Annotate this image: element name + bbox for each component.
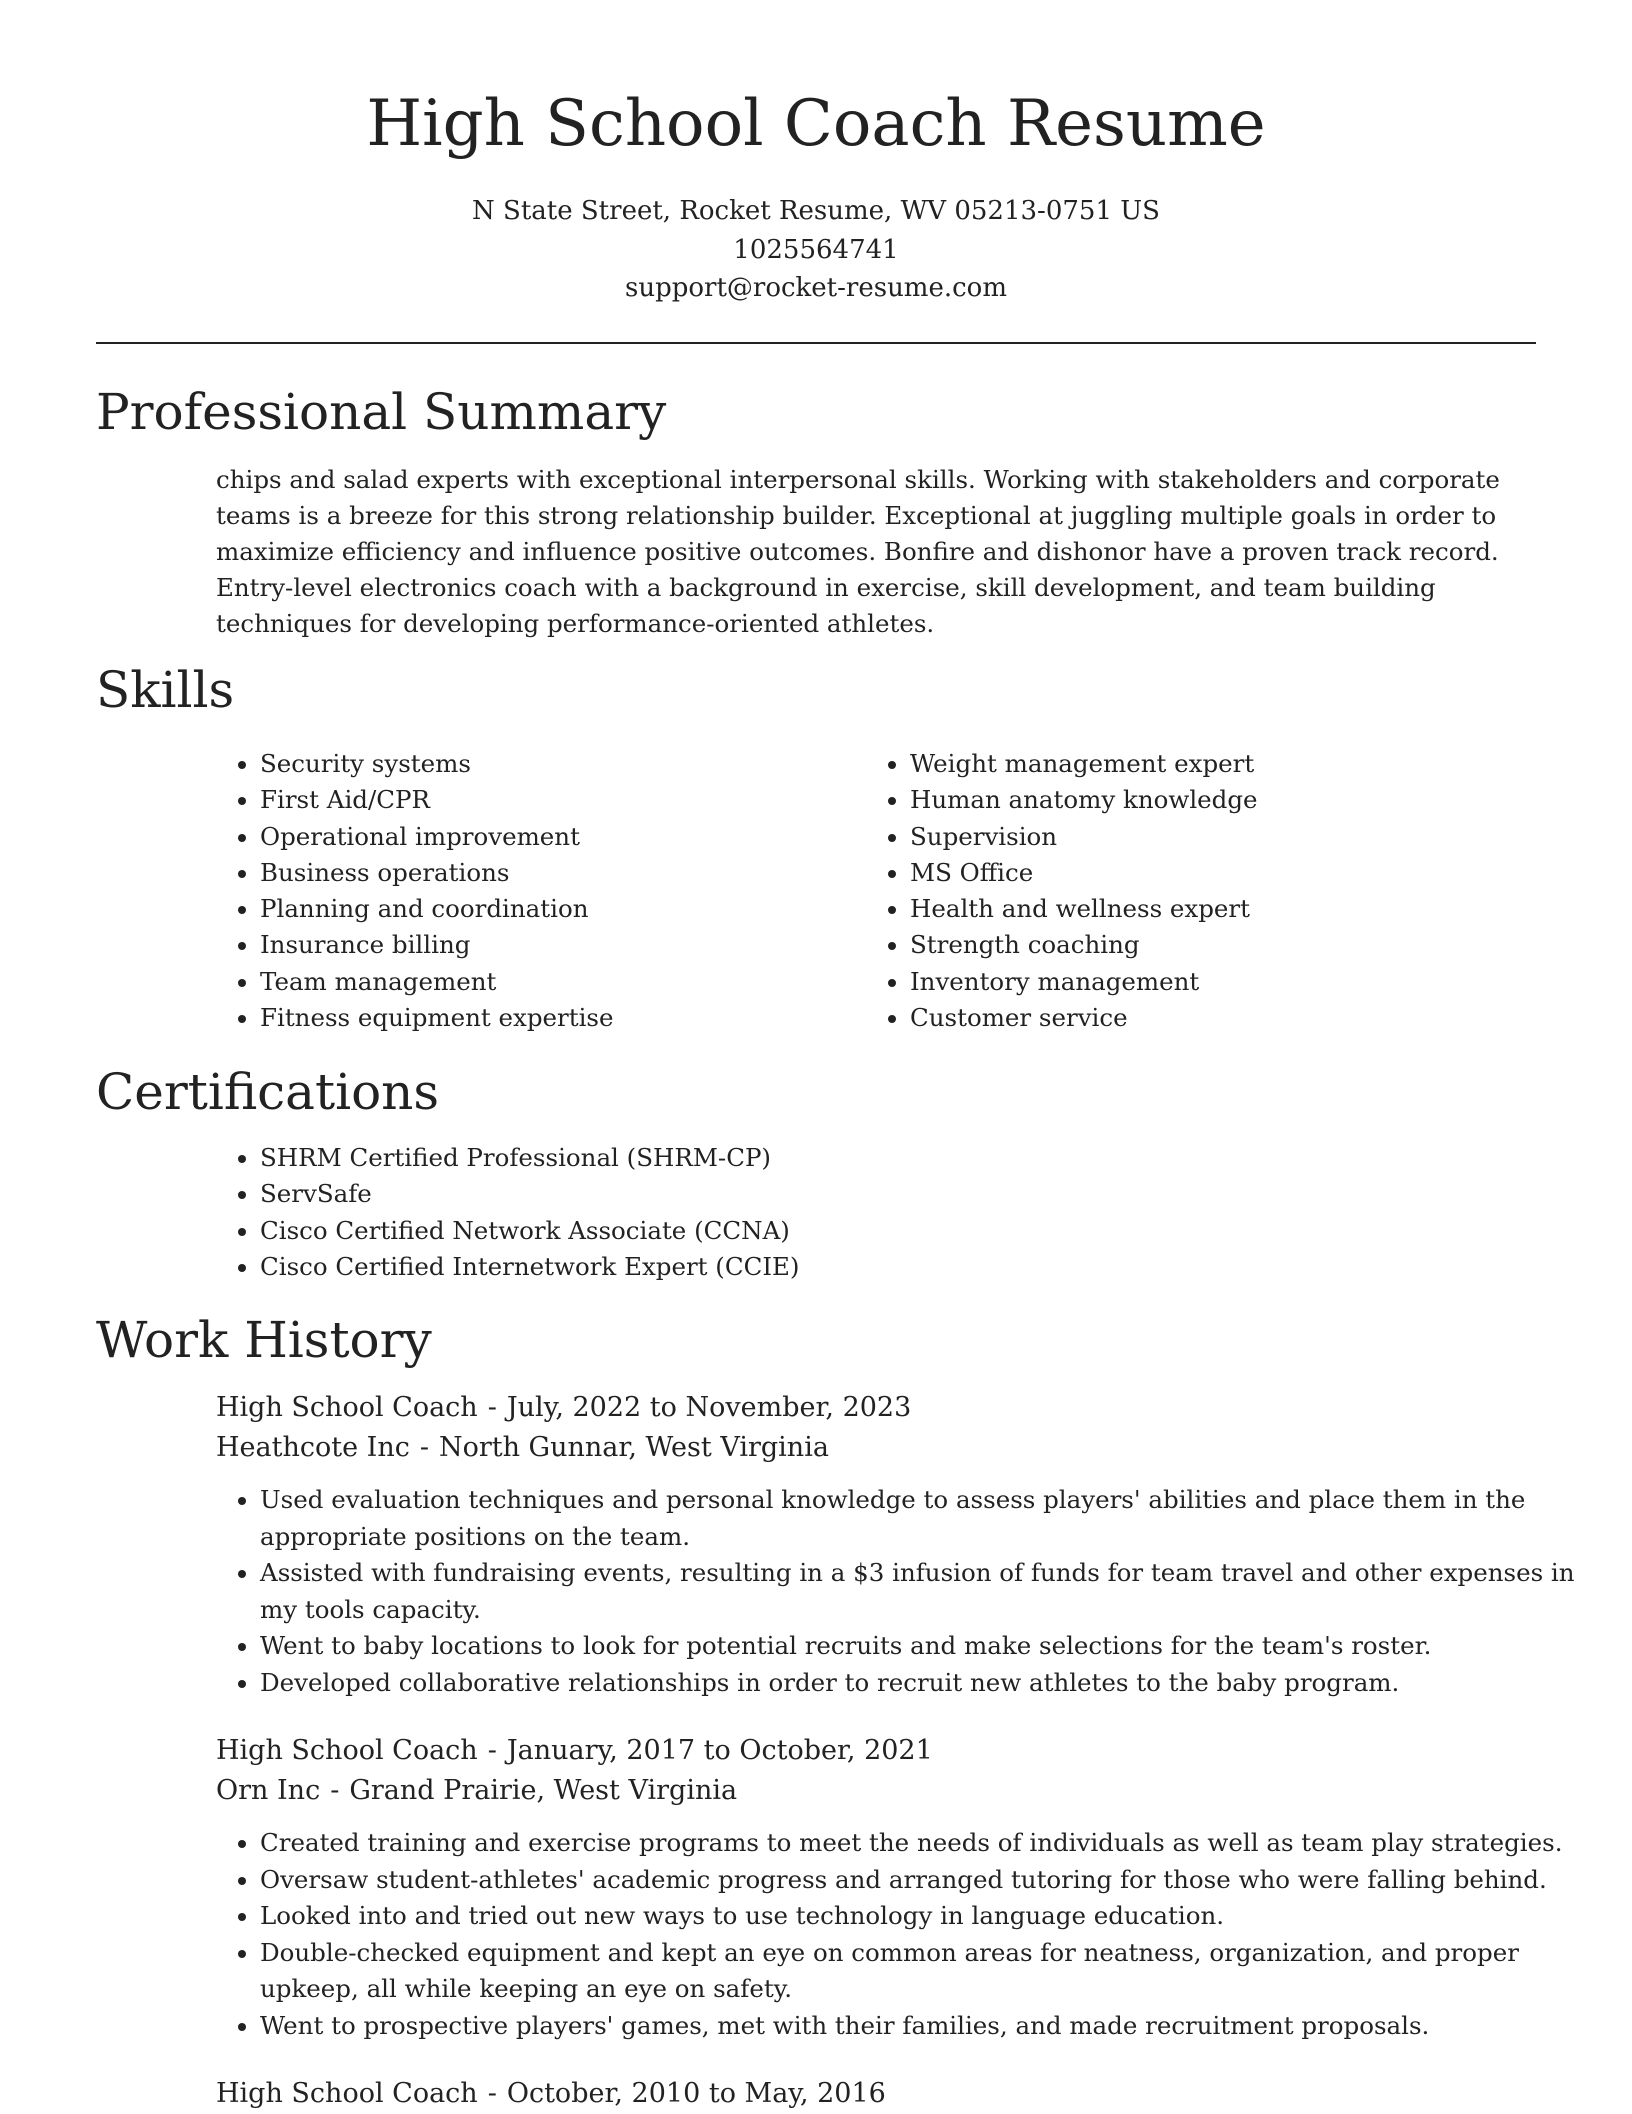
list-item: • ServSafe xyxy=(260,1176,1580,1212)
phone: 1025564741 xyxy=(733,235,899,265)
list-item: • Went to prospective players' games, met with their families, and made recruitment proposals. xyxy=(260,2008,1580,2045)
skills-list-right xyxy=(866,746,1510,1036)
job-title-line xyxy=(216,1388,911,1428)
list-item: • Business operations xyxy=(260,855,860,891)
section-title-certifications: Certifications xyxy=(96,1063,440,1121)
header-divider xyxy=(96,342,1536,344)
section-title-work-history: Work History xyxy=(96,1311,432,1369)
address: N State Street, Rocket Resume, WV 05213-0751 US xyxy=(472,196,1160,226)
list-item: • Human anatomy knowledge xyxy=(910,782,1510,818)
list-item: • MS Office xyxy=(910,855,1510,891)
separator: - xyxy=(330,1775,340,1806)
list-item: • Looked into and tried out new ways to use technology in language education. xyxy=(260,1898,1580,1935)
list-item: • Strength coaching xyxy=(910,927,1510,963)
job-title-line xyxy=(216,2074,886,2114)
list-item: • Developed collaborative relationships in order to recruit new athletes to the baby program. xyxy=(260,1665,1580,1702)
list-item: • Health and wellness expert xyxy=(910,891,1510,927)
job-company-line xyxy=(216,1428,829,1468)
list-item: • Operational improvement xyxy=(260,819,860,855)
list-item: • Used evaluation techniques and personal knowledge to assess players' abilities and place them in the appropriate positions on the team. xyxy=(260,1482,1580,1555)
list-item: • First Aid/CPR xyxy=(260,782,860,818)
list-item: • Supervision xyxy=(910,819,1510,855)
job-company: Heathcote Inc xyxy=(216,1432,410,1463)
job-dates: October, 2010 to May, 2016 xyxy=(506,2078,886,2109)
job-title-line xyxy=(216,1731,933,1771)
separator: - xyxy=(487,1735,497,1766)
job-company-line xyxy=(216,1771,737,1811)
list-item: • Weight management expert xyxy=(910,746,1510,782)
list-item: • Insurance billing xyxy=(260,927,860,963)
job-dates: January, 2017 to October, 2021 xyxy=(506,1735,933,1766)
list-item: • Double-checked equipment and kept an eye on common areas for neatness, organization, and proper upkeep, all while keeping an eye on safety. xyxy=(260,1935,1580,2008)
list-item: • Customer service xyxy=(910,1000,1510,1036)
skills-list-left xyxy=(216,746,860,1036)
job-role: High School Coach xyxy=(216,1735,478,1766)
job-location: North Gunnar, West Virginia xyxy=(438,1432,829,1463)
job-duties-list xyxy=(216,1482,1580,1701)
list-item: • Oversaw student-athletes' academic progress and arranged tutoring for those who were falling behind. xyxy=(260,1862,1580,1899)
job-role: High School Coach xyxy=(216,2078,478,2109)
job-location: Grand Prairie, West Virginia xyxy=(349,1775,738,1806)
separator: - xyxy=(419,1432,429,1463)
certifications-list xyxy=(216,1140,1580,1285)
list-item: • Team management xyxy=(260,964,860,1000)
section-title-skills: Skills xyxy=(96,661,235,719)
list-item: • Security systems xyxy=(260,746,860,782)
summary-text: chips and salad experts with exceptional interpersonal skills. Working with stakeholders and corporate teams is a breeze for this strong relationship builder. Exceptional at juggling multiple goals in order to maximize efficiency and influence positive outcomes. Bonfire and dishonor have a proven track record. Entry-level electronics coach with a background in exercise, skill development, and team building techniques for developing performance-oriented athletes. xyxy=(216,465,1500,638)
section-title-summary: Professional Summary xyxy=(96,383,667,441)
job-dates: July, 2022 to November, 2023 xyxy=(506,1392,912,1423)
job-role: High School Coach xyxy=(216,1392,478,1423)
list-item: • Cisco Certified Network Associate (CCNA) xyxy=(260,1213,1580,1249)
list-item: • Went to baby locations to look for potential recruits and make selections for the team's roster. xyxy=(260,1628,1580,1665)
list-item: • Fitness equipment expertise xyxy=(260,1000,860,1036)
list-item: • Planning and coordination xyxy=(260,891,860,927)
list-item: • SHRM Certified Professional (SHRM-CP) xyxy=(260,1140,1580,1176)
job-duties-list xyxy=(216,1825,1580,2044)
list-item: • Created training and exercise programs to meet the needs of individuals as well as team play strategies. xyxy=(260,1825,1580,1862)
separator: - xyxy=(487,1392,497,1423)
list-item: • Cisco Certified Internetwork Expert (CCIE) xyxy=(260,1249,1580,1285)
list-item: • Inventory management xyxy=(910,964,1510,1000)
email: support@rocket-resume.com xyxy=(624,273,1007,303)
list-item: • Assisted with fundraising events, resulting in a $3 infusion of funds for team travel and other expenses in my tools capacity. xyxy=(260,1555,1580,1628)
separator: - xyxy=(487,2078,497,2109)
job-company: Orn Inc xyxy=(216,1775,321,1806)
resume-title: High School Coach Resume xyxy=(366,87,1266,161)
